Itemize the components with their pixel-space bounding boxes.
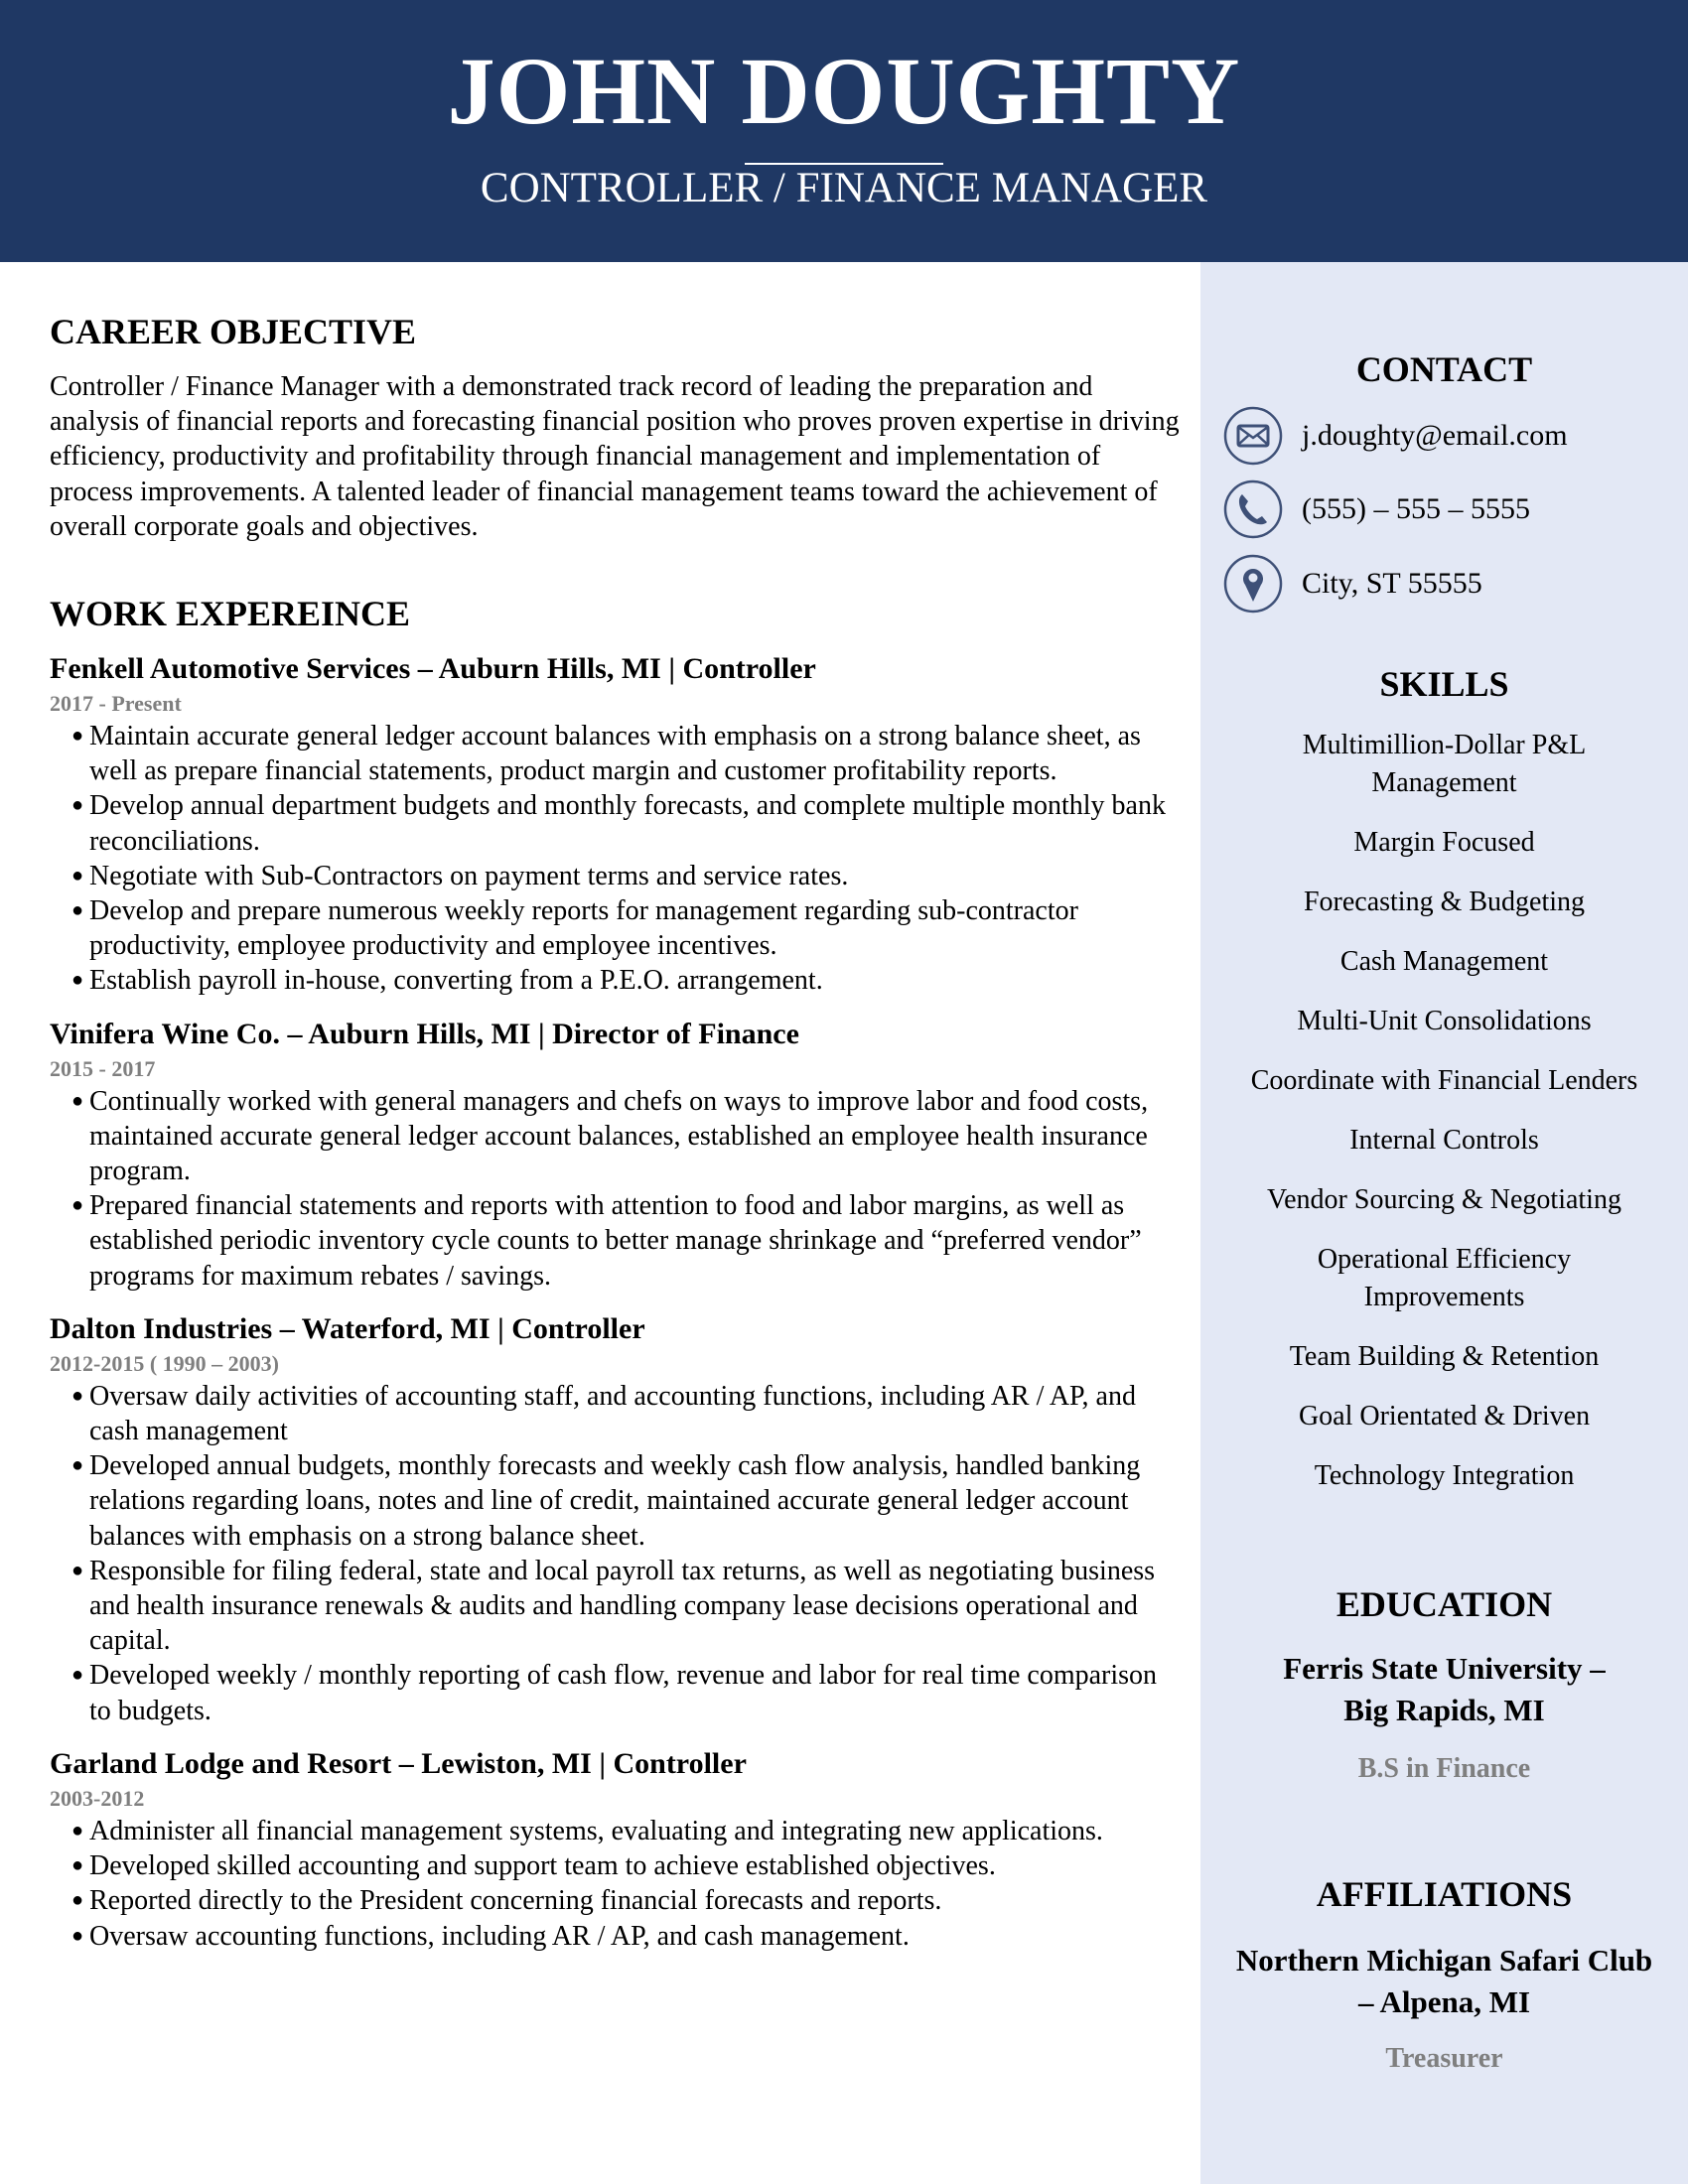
job-entry	[50, 1744, 1182, 1954]
job-dates: 2003-2012	[50, 1785, 145, 1811]
job-dates: 2012-2015 ( 1990 – 2003)	[50, 1350, 279, 1376]
location-pin-icon	[1222, 553, 1284, 614]
candidate-name: JOHN DOUGHTY	[447, 38, 1241, 144]
skill-item: Margin Focused	[1353, 827, 1535, 858]
sidebar	[1200, 262, 1688, 2184]
job-bullet: ● Prepared financial statements and reports with attention to food and labor margins, as well as established periodic inventory cycle counts to better manage shrinkage and “preferred vendor” programs for maximum rebates / savings.	[71, 1188, 1182, 1294]
job-bullet: ● Establish payroll in-house, converting from a P.E.O. arrangement.	[71, 963, 1182, 998]
contact-location	[1222, 552, 1482, 615]
affiliation-org: Northern Michigan Safari Club – Alpena, MI	[1235, 1943, 1653, 2019]
job-bullets	[50, 719, 1182, 999]
job-bullet: ● Develop and prepare numerous weekly reports for management regarding sub-contractor productivity, employee productivity and employee incentives.	[71, 893, 1182, 963]
job-bullet: ● Negotiate with Sub-Contractors on payment terms and service rates.	[71, 859, 1182, 893]
resume-header	[0, 0, 1688, 262]
job-dates: 2015 - 2017	[50, 1055, 156, 1081]
job-title: Garland Lodge and Resort – Lewiston, MI | Controller	[50, 1746, 747, 1780]
affiliation-role: Treasurer	[1385, 2043, 1503, 2074]
skill-item: Coordinate with Financial Lenders	[1250, 1065, 1638, 1096]
education-heading: EDUCATION	[1336, 1584, 1553, 1624]
job-bullet: ● Responsible for filing federal, state and local payroll tax returns, as well as negotiating business and health insurance renewals & audits and handling company lease decisions operational and capital.	[71, 1554, 1182, 1659]
job-title: Dalton Industries – Waterford, MI | Controller	[50, 1311, 645, 1345]
skills-list	[1200, 727, 1688, 1517]
contact-email	[1222, 404, 1568, 468]
phone-text: (555) – 555 – 5555	[1302, 492, 1530, 525]
work-heading: WORK EXPEREINCE	[50, 594, 411, 634]
skill-item: Vendor Sourcing & Negotiating	[1267, 1184, 1621, 1215]
job-bullet: ● Develop annual department budgets and monthly forecasts, and complete multiple monthly bank reconciliations.	[71, 788, 1182, 858]
job-entry	[50, 649, 1182, 999]
job-bullets	[50, 1084, 1182, 1294]
phone-icon	[1222, 478, 1284, 540]
objective-text: Controller / Finance Manager with a demonstrated track record of leading the preparation and analysis of financial reports and forecasting financial position who proves proven expertise in driving efficiency, productivity and profitability through financial management and implementation of process improvements. A talented leader of financial management teams toward the achievement of overall corporate goals and objectives.	[50, 371, 1180, 542]
skill-item: Multimillion-Dollar P&L Management	[1302, 730, 1587, 798]
skill-item: Forecasting & Budgeting	[1303, 887, 1586, 917]
skills-heading: SKILLS	[1379, 664, 1509, 704]
skill-item: Team Building & Retention	[1289, 1341, 1600, 1372]
job-title: Vinifera Wine Co. – Auburn Hills, MI | Director of Finance	[50, 1017, 799, 1050]
job-bullet: ● Developed annual budgets, monthly forecasts and weekly cash flow analysis, handled banking relations regarding loans, notes and line of credit, maintained accurate general ledger account balances with emphasis on a strong balance sheet.	[71, 1448, 1182, 1554]
skill-item: Goal Orientated & Driven	[1298, 1401, 1591, 1432]
job-bullet: ● Administer all financial management systems, evaluating and integrating new applications.	[71, 1814, 1182, 1848]
skill-item: Cash Management	[1339, 946, 1549, 977]
main-column	[50, 308, 1182, 1954]
candidate-title: CONTROLLER / FINANCE MANAGER	[480, 165, 1208, 211]
location-text: City, ST 55555	[1302, 567, 1482, 600]
email-text: j.doughty@email.com	[1302, 419, 1568, 452]
envelope-icon	[1222, 405, 1284, 467]
job-bullet: ● Developed weekly / monthly reporting of cash flow, revenue and labor for real time comparison to budgets.	[71, 1658, 1182, 1727]
job-entry	[50, 1015, 1182, 1294]
affiliations-heading: AFFILIATIONS	[1316, 1874, 1573, 1914]
job-dates: 2017 - Present	[50, 691, 182, 717]
skill-item: Technology Integration	[1314, 1460, 1575, 1491]
objective-heading: CAREER OBJECTIVE	[50, 312, 417, 351]
skill-item: Operational Efficiency Improvements	[1317, 1244, 1572, 1312]
contact-phone	[1222, 478, 1530, 541]
skill-item: Internal Controls	[1349, 1125, 1539, 1156]
job-bullets	[50, 1379, 1182, 1728]
job-entry	[50, 1309, 1182, 1728]
job-bullet: ● Oversaw daily activities of accounting staff, and accounting functions, including AR / AP, and cash management	[71, 1379, 1182, 1448]
job-bullet: ● Developed skilled accounting and support team to achieve established objectives.	[71, 1848, 1182, 1883]
education-school: Ferris State University – Big Rapids, MI	[1283, 1651, 1606, 1727]
job-bullet: ● Continually worked with general managers and chefs on ways to improve labor and food costs, maintained accurate general ledger account balances, established an employee health insurance program.	[71, 1084, 1182, 1189]
education-degree: B.S in Finance	[1357, 1753, 1531, 1784]
job-title: Fenkell Automotive Services – Auburn Hills, MI | Controller	[50, 652, 816, 686]
skill-item: Multi-Unit Consolidations	[1297, 1006, 1592, 1036]
job-bullets	[50, 1814, 1182, 1954]
job-bullet: ● Maintain accurate general ledger account balances with emphasis on a strong balance sheet, as well as prepare financial statements, product margin and customer profitability reports.	[71, 719, 1182, 788]
job-bullet: ● Reported directly to the President concerning financial forecasts and reports.	[71, 1883, 1182, 1918]
job-list	[50, 649, 1182, 1954]
job-bullet: ● Oversaw accounting functions, including AR / AP, and cash management.	[71, 1919, 1182, 1954]
contact-heading: CONTACT	[1355, 349, 1533, 389]
